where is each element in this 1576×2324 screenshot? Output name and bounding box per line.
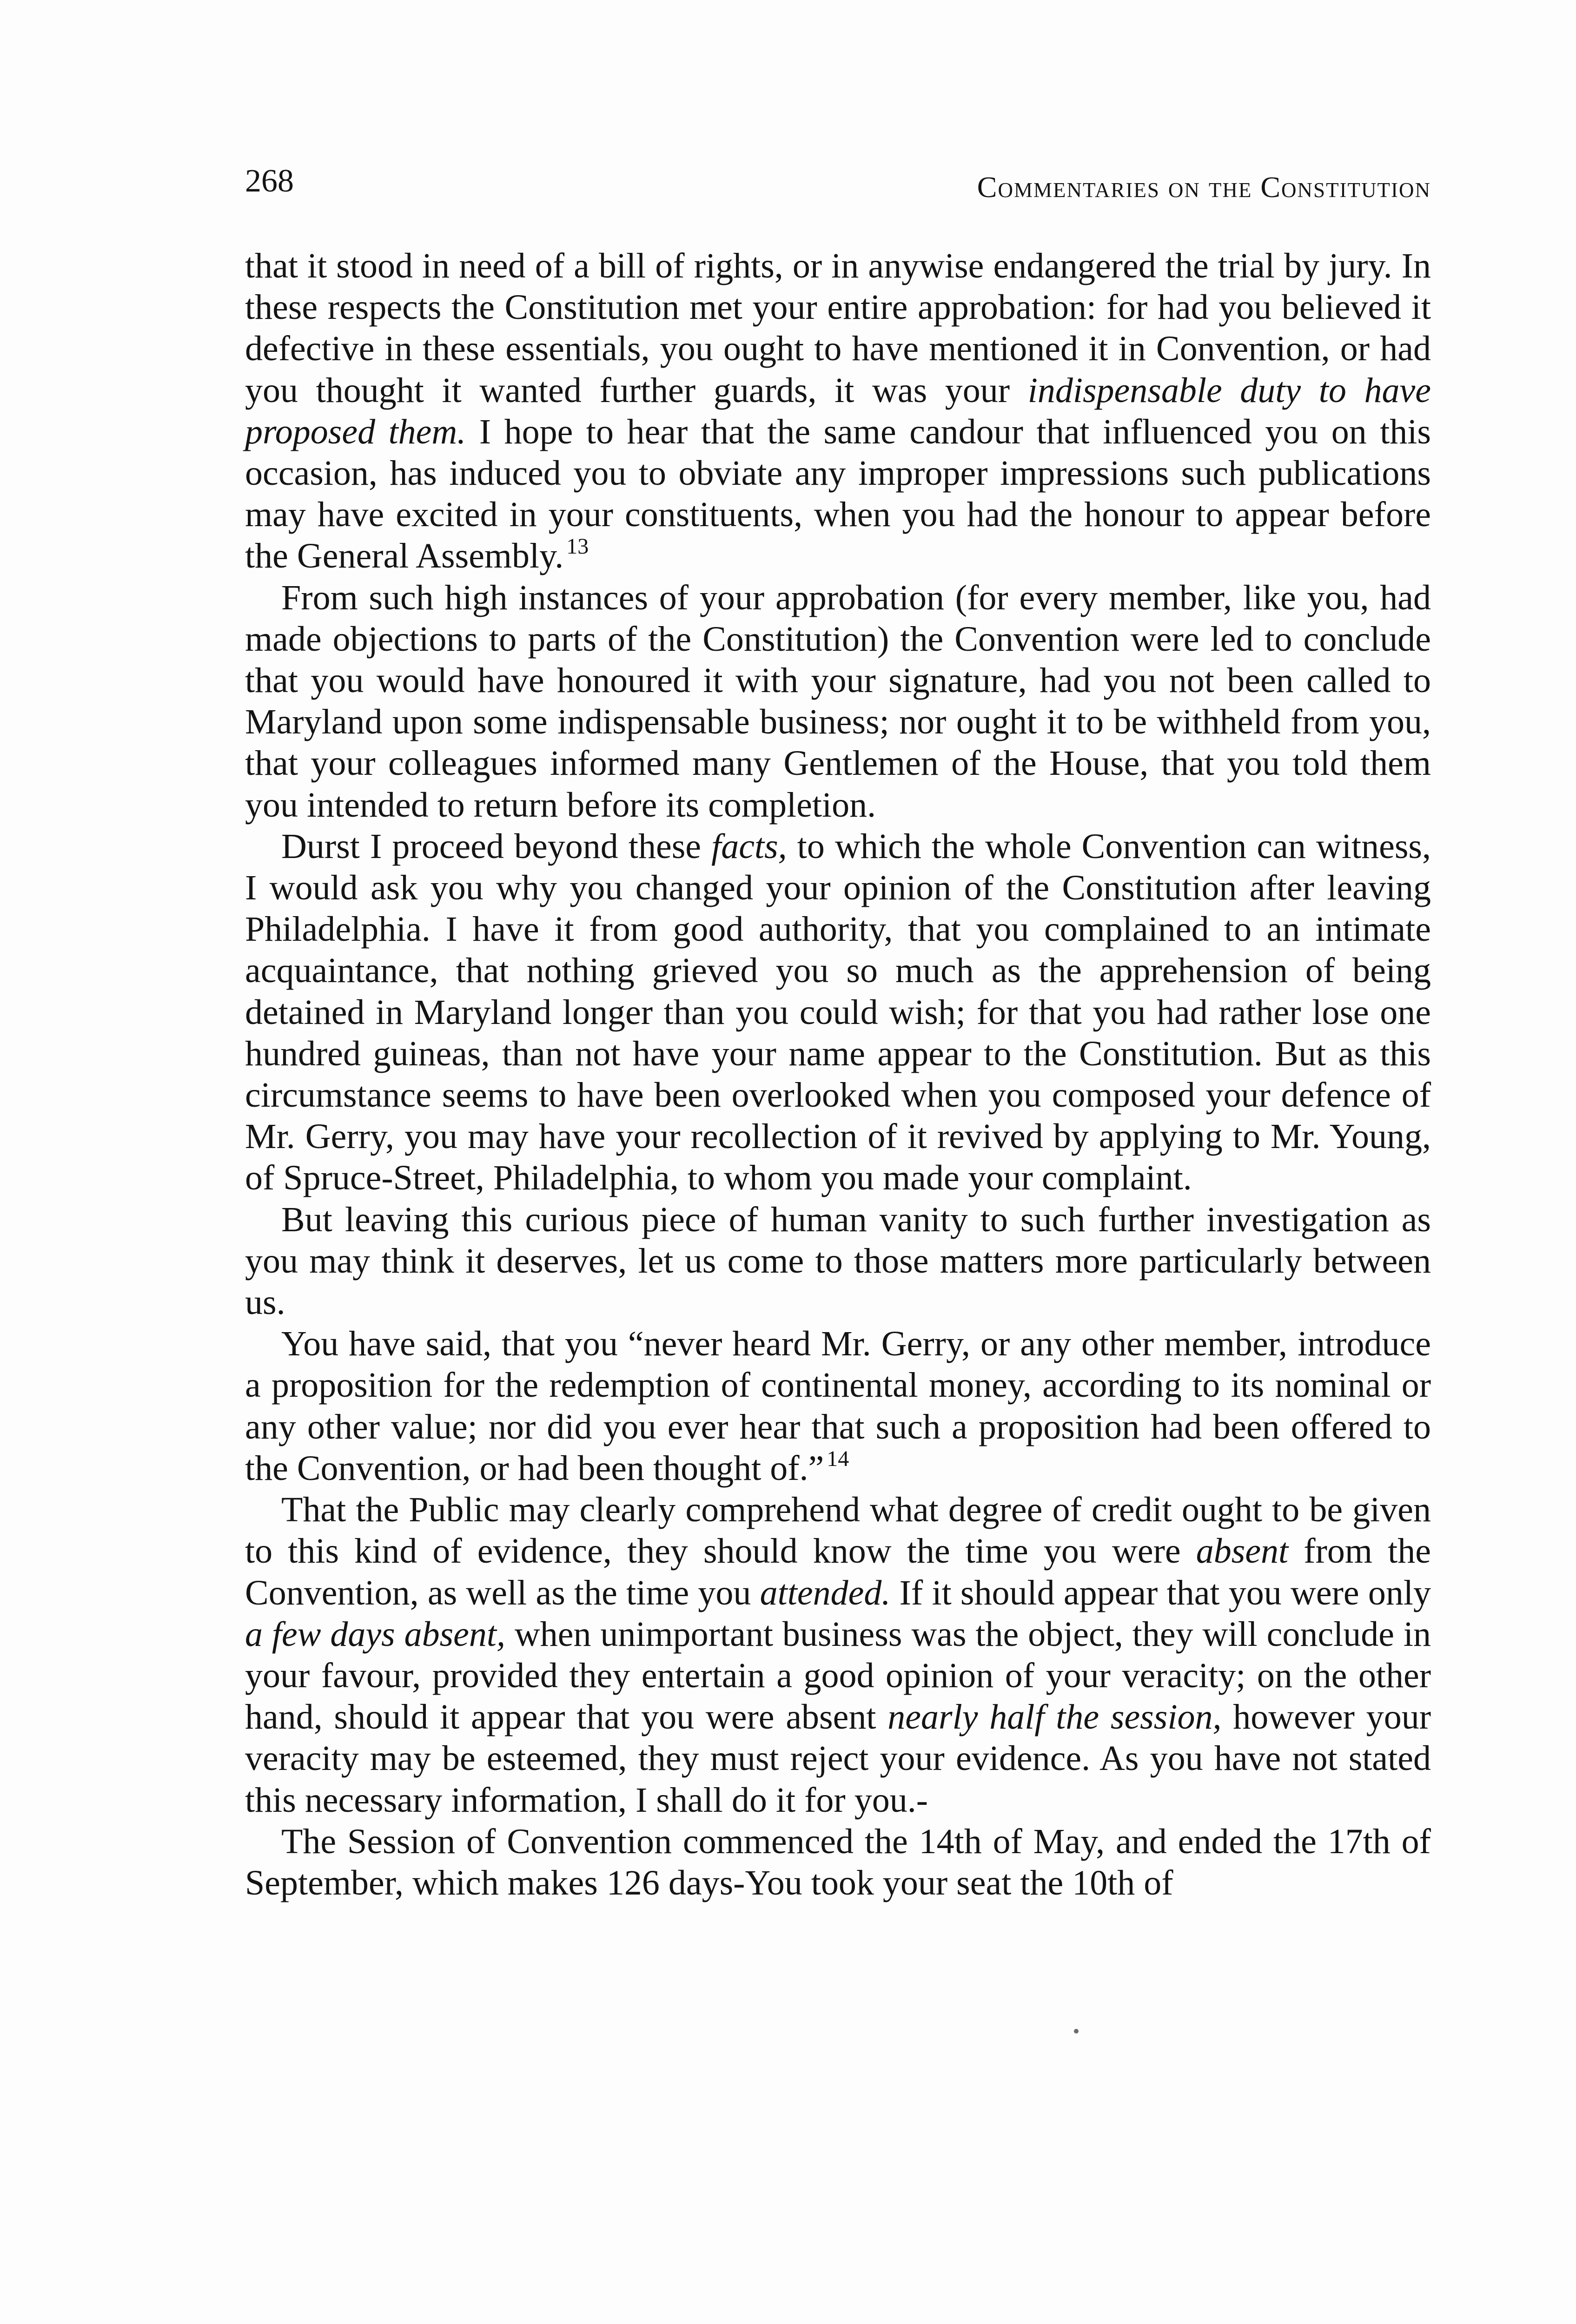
paragraph-text: when unimportant business was the object, they will conclude in your favour, provided they entertain a good opinion of your veracity; on the other hand, should it appear that you were absent bbox=[245, 1614, 1431, 1737]
italic-text: facts, bbox=[711, 826, 787, 866]
paragraph-text: that it stood in need of a bill of rights, or in anywise endangered the trial by jury. In these respects the Constitution met your entire approbation: for had you believed it defective in these essentials, you ought to have mentioned it in Convention, or had you thought it wanted further guards, it was your bbox=[245, 246, 1431, 410]
paragraph-text: The Session of Convention commenced the 14th of May, and ended the 17th of September, which makes 126 days-You took your seat the 10th of bbox=[245, 1822, 1431, 1902]
paragraph bbox=[245, 245, 1431, 577]
paragraph-text: I hope to hear that the same candour that influenced you on this occasion, has induced you to obviate any improper impressions such publications may have excited in your constituents, when you had the honour to appear before the General Assembly. bbox=[245, 412, 1431, 576]
paragraph-text: From such high instances of your approbation (for every member, like you, had made objections to parts of the Constitution) the Convention were led to conclude that you would have honoured it with your signature, had you not been called to Maryland upon some indispensable business; nor ought it to be withheld from you, that your colleagues informed many Gentlemen of the House, that you told them you intended to return before its completion. bbox=[245, 578, 1431, 825]
paragraph-text: Durst I proceed beyond these bbox=[281, 826, 712, 866]
italic-text: a few days absent, bbox=[245, 1614, 505, 1654]
paragraph bbox=[245, 577, 1431, 826]
paragraph bbox=[245, 826, 1431, 1199]
paragraph bbox=[245, 1323, 1431, 1489]
body-text bbox=[245, 245, 1431, 1904]
footnote-reference: 14 bbox=[827, 1446, 849, 1471]
paragraph-text: But leaving this curious piece of human vanity to such further investigation as you may think it deserves, let us come to those matters more particularly between us. bbox=[245, 1200, 1431, 1322]
page-number: 268 bbox=[245, 163, 294, 199]
running-title: Commentaries on the Constitution bbox=[977, 171, 1431, 204]
footnote-reference: 13 bbox=[566, 534, 589, 559]
italic-text: indispensable duty to have proposed them. bbox=[245, 370, 1431, 451]
paragraph bbox=[245, 1821, 1431, 1904]
paragraph bbox=[245, 1199, 1431, 1324]
paragraph-text: from the Convention, as well as the time you bbox=[245, 1532, 1431, 1612]
page-speck bbox=[1074, 2029, 1079, 2034]
paragraph-text: however your veracity may be esteemed, they must reject your evidence. As you have not stated this necessary information, I shall do it for you.- bbox=[245, 1697, 1431, 1820]
paragraph-text: You have said, that you “never heard Mr. Gerry, or any other member, introduce a proposition for the redemption of continental money, according to its nominal or any other value; nor did you ever hear that such a proposition had been offered to the Convention, or had been thought of.” bbox=[245, 1324, 1431, 1488]
paragraph-text: to which the whole Convention can witness, I would ask you why you changed your opinion of the Constitution after leaving Philadelphia. I have it from good authority, that you complained to an intimate acquaintance, that nothing grieved you so much as the apprehension of being detained in Maryland longer than you could wish; for that you had rather lose one hundred guineas, than not have your name appear to the Constitution. But as this circumstance seems to have been overlooked when you composed your defence of Mr. Gerry, you may have your recollection of it revived by applying to Mr. Young, of Spruce-Street, Philadelphia, to whom you made your complaint. bbox=[245, 826, 1431, 1198]
italic-text: absent bbox=[1196, 1532, 1289, 1571]
paragraph bbox=[245, 1489, 1431, 1821]
paragraph-text: That the Public may clearly comprehend what degree of credit ought to be given to this kind of evidence, they should know the time you were bbox=[245, 1490, 1431, 1571]
running-head bbox=[245, 160, 1431, 211]
italic-text: attended. bbox=[760, 1573, 891, 1612]
paragraph-text: If it should appear that you were only bbox=[890, 1573, 1431, 1612]
italic-text: nearly half the session, bbox=[887, 1697, 1222, 1737]
